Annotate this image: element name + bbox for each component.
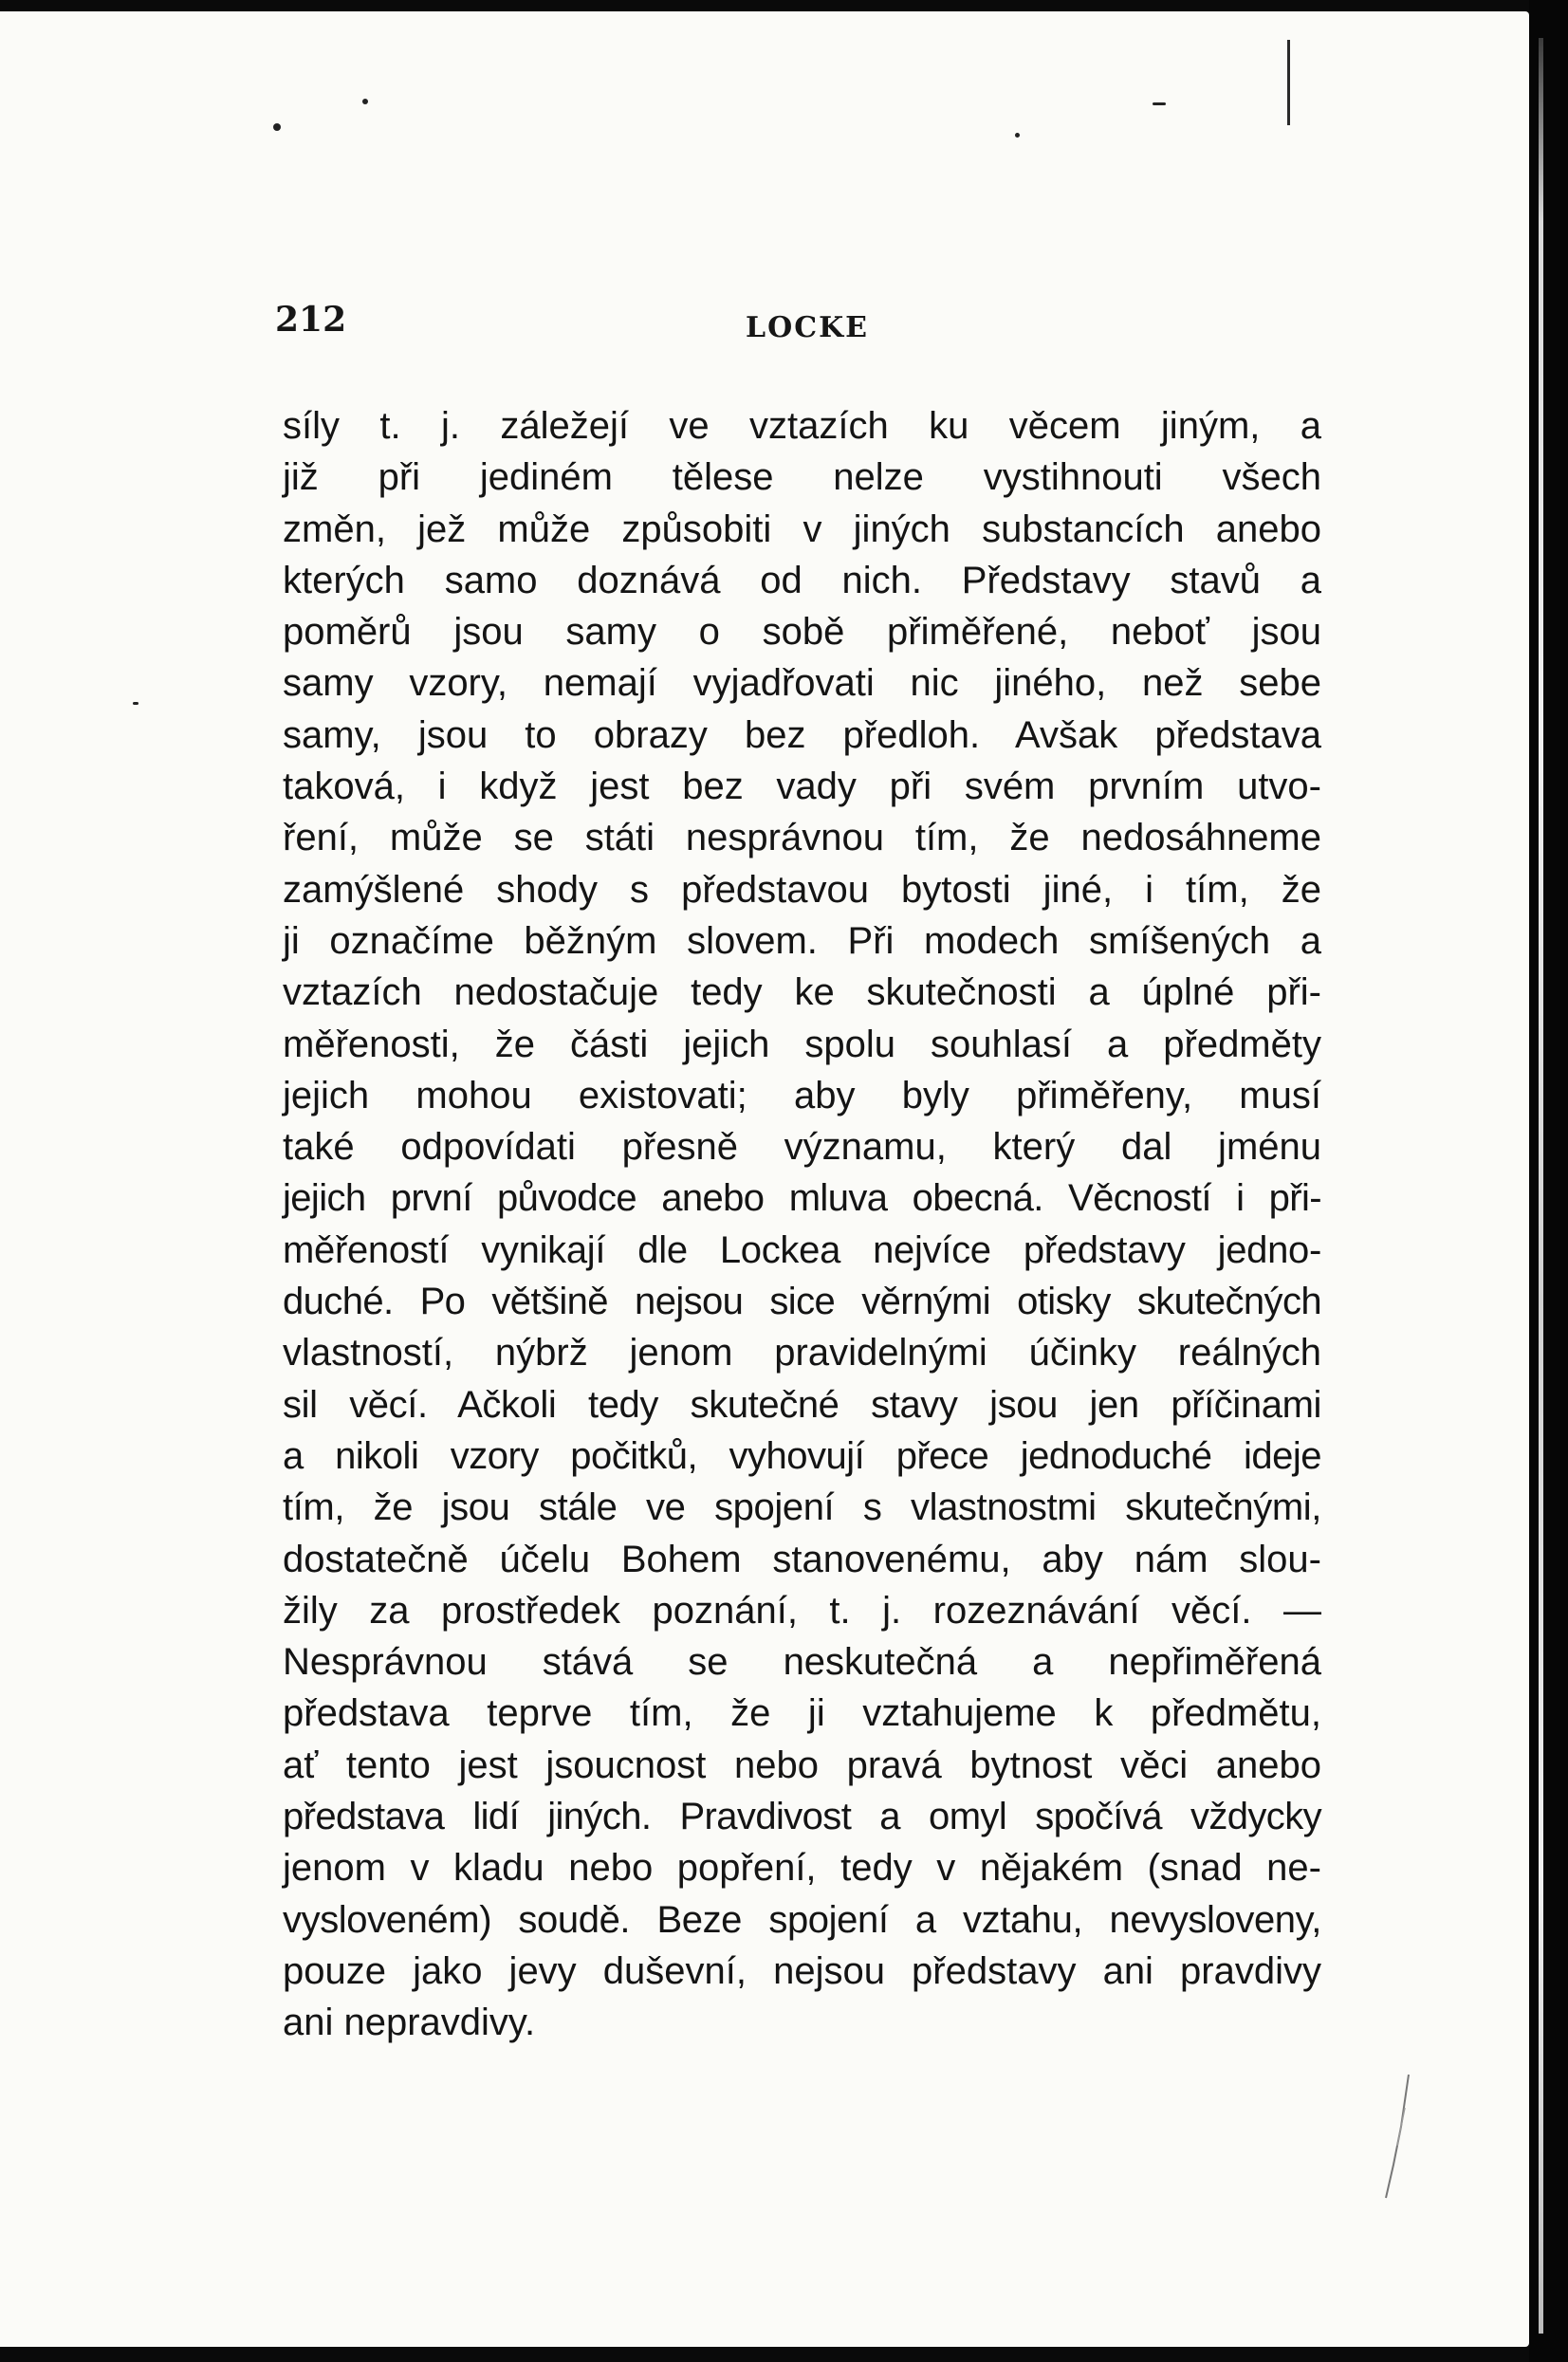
text-line: jejich mohou existovati; aby byly přiměřeny, musí — [283, 1074, 1321, 1116]
page-edge — [1529, 0, 1568, 2362]
text-line: žily za prostředek poznání, t. j. rozeznávání věcí. — — [283, 1589, 1321, 1632]
paper-sheet — [0, 11, 1529, 2347]
page-header — [0, 296, 1529, 353]
text-line: vztazích nedostačuje tedy ke skutečnosti a úplné při- — [283, 971, 1321, 1014]
scan-speck — [273, 123, 281, 131]
text-line: vysloveném) soudě. Beze spojení a vztahu, nevysloveny, — [283, 1898, 1321, 1941]
text-line: ji označíme běžným slovem. Při modech smíšených a — [283, 919, 1321, 962]
text-line: ani nepravdivy. — [283, 2002, 536, 2044]
text-line: vlastností, nýbrž jenom pravidelnými účinky reálných — [283, 1332, 1321, 1375]
scan-speck — [1015, 133, 1020, 138]
text-line: a nikoli vzory počitků, vyhovují přece jednoduché ideje — [283, 1434, 1321, 1477]
text-line: také odpovídati přesně významu, který dal jménu — [283, 1126, 1321, 1169]
text-line: měřenosti, že části jejich spolu souhlasí a předměty — [283, 1023, 1321, 1065]
body-text — [283, 400, 1321, 2049]
text-line: taková, i když jest bez vady při svém prvním utvo- — [283, 766, 1321, 808]
text-line: pouze jako jevy duševní, nejsou představy ani pravdivy — [283, 1949, 1321, 1992]
text-line: jejich první původce anebo mluva obecná. Věcností i při- — [283, 1177, 1321, 1220]
text-line: duché. Po většině nejsou sice věrnými otisky skutečných — [283, 1281, 1321, 1323]
text-line: měřeností vynikají dle Lockea nejvíce představy jedno- — [283, 1228, 1321, 1271]
text-line: Nesprávnou stává se neskutečná a nepřiměřená — [283, 1641, 1321, 1684]
scan-speck — [133, 702, 138, 705]
text-line: představa lidí jiných. Pravdivost a omyl spočívá vždycky — [283, 1796, 1321, 1838]
text-line: poměrů jsou samy o sobě přiměřené, neboť jsou — [283, 611, 1321, 654]
running-head: LOCKE — [746, 311, 870, 344]
text-line: samy, jsou to obrazy bez předloh. Avšak představa — [283, 713, 1321, 756]
text-line: jenom v kladu nebo popření, tedy v nějakém (snad ne- — [283, 1847, 1321, 1890]
text-line: ať tento jest jsoucnost nebo pravá bytnost věci anebo — [283, 1744, 1321, 1786]
text-line: zamýšlené shody s představou bytosti jiné, i tím, že — [283, 868, 1321, 911]
pencil-mark — [1380, 2070, 1418, 2203]
text-line: samy vzory, nemají vyjadřovati nic jiného, než sebe — [283, 662, 1321, 705]
text-line: síly t. j. záležejí ve vztazích ku věcem jiným, a — [283, 405, 1321, 447]
text-line: již při jediném tělese nelze vystihnouti všech — [283, 456, 1321, 499]
margin-mark — [1287, 40, 1290, 125]
scan-speck — [1153, 102, 1166, 105]
text-line: představa teprve tím, že ji vztahujeme k předmětu, — [283, 1692, 1321, 1735]
text-line: tím, že jsou stále ve spojení s vlastnostmi skutečnými, — [283, 1486, 1321, 1529]
text-line: ření, může se státi nesprávnou tím, že nedosáhneme — [283, 817, 1321, 859]
text-line: kterých samo doznává od nich. Představy stavů a — [283, 559, 1321, 601]
page-number: 212 — [275, 300, 347, 340]
scan-speck — [362, 99, 368, 104]
text-line: dostatečně účelu Bohem stanovenému, aby nám slou- — [283, 1538, 1321, 1580]
page-edge-highlight — [1539, 38, 1543, 2334]
text-line: sil věcí. Ačkoli tedy skutečné stavy jsou jen příčinami — [283, 1383, 1321, 1426]
text-line: změn, jež může způsobiti v jiných substancích anebo — [283, 507, 1321, 550]
